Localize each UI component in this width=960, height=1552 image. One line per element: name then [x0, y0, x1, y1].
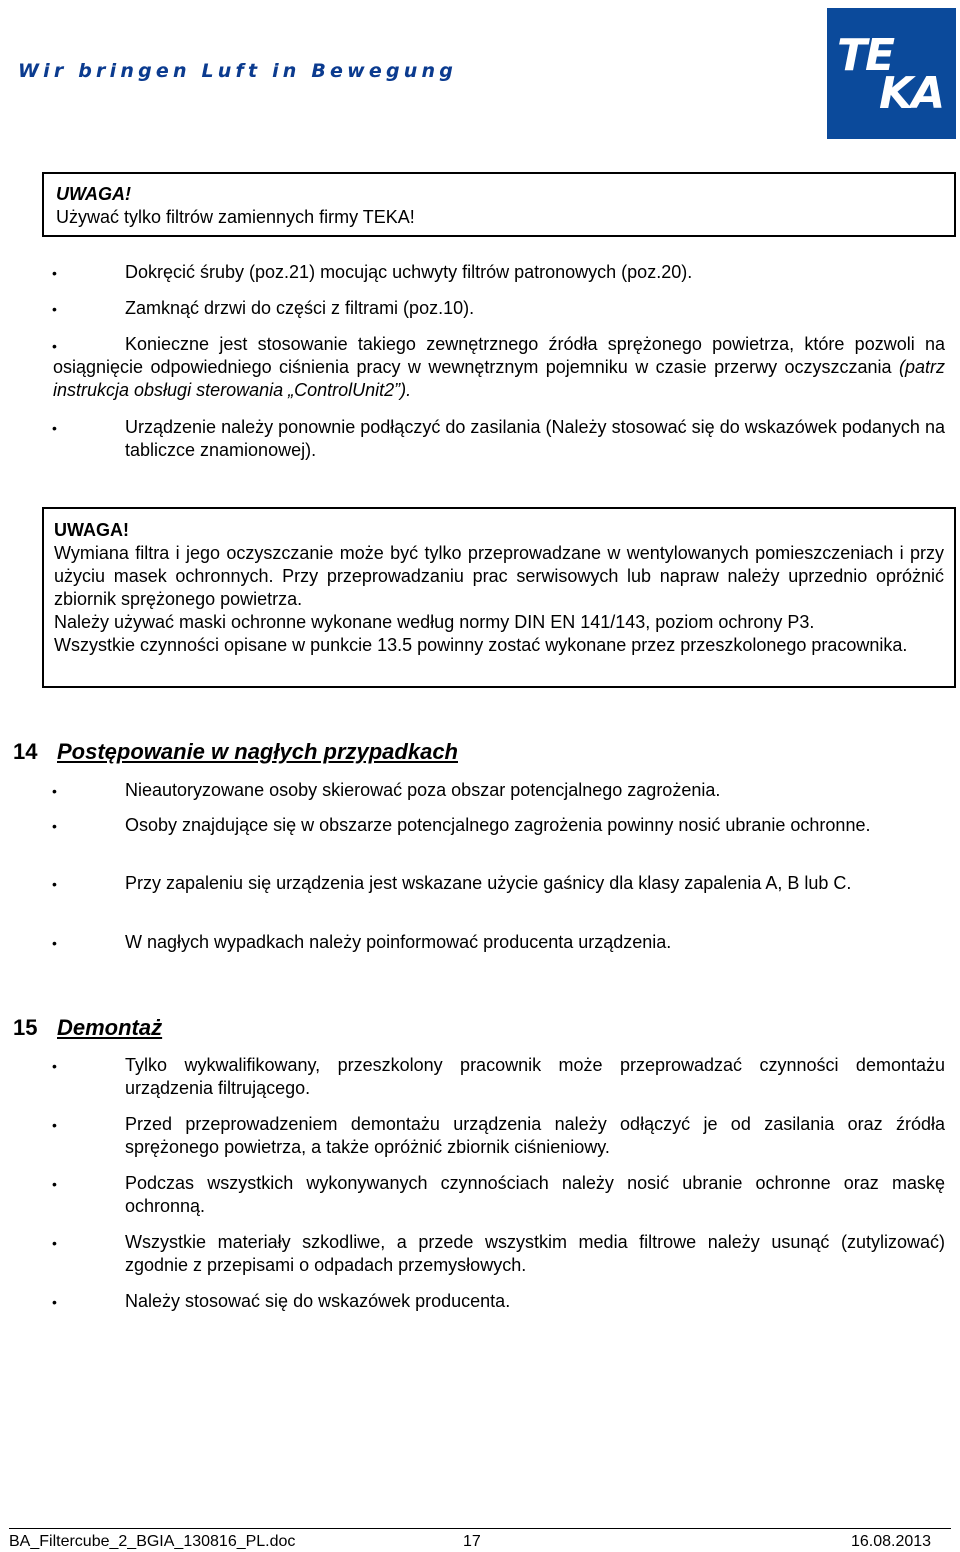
warning-box-maintenance — [42, 507, 956, 688]
bullet: • — [52, 935, 57, 951]
svg-text:TE: TE — [837, 30, 894, 81]
list-item: Wszystkie materiały szkodliwe, a przede wszystkim media filtrowe należy usunąć (zutylizować) zgodnie z przepisami o odpadach przemysłowych. — [125, 1232, 945, 1275]
warning-title: UWAGA! — [56, 184, 131, 204]
footer-filename: BA_Filtercube_2_BGIA_130816_PL.doc — [9, 1533, 296, 1550]
list-item: Dokręcić śruby (poz.21) mocując uchwyty filtrów patronowych (poz.20). — [125, 262, 693, 282]
section-title: Demontaż — [57, 1015, 163, 1040]
warning-text: Używać tylko filtrów zamiennych firmy TEKA! — [56, 207, 415, 227]
section-title: Postępowanie w nagłych przypadkach — [57, 739, 458, 764]
warning-paragraph: Należy używać maski ochronne wykonane według normy DIN EN 141/143, poziom ochrony P3. — [54, 612, 815, 632]
list-item: Należy stosować się do wskazówek producenta. — [125, 1291, 511, 1311]
bullet: • — [52, 783, 57, 799]
bullet: • — [52, 1117, 57, 1133]
warning-paragraph: Wszystkie czynności opisane w punkcie 13.5 powinny zostać wykonane przez przeszkolonego pracownika. — [54, 635, 908, 655]
bullet: • — [52, 876, 57, 892]
bullet: • — [52, 1176, 57, 1192]
bullet: • — [52, 1058, 57, 1074]
section-heading — [13, 739, 458, 765]
bullet: • — [52, 265, 57, 281]
list-item: Urządzenie należy ponownie podłączyć do zasilania (Należy stosować się do wskazówek podanych na tabliczce znamionowej). — [125, 417, 945, 460]
footer-date: 16.08.2013 — [851, 1533, 932, 1550]
footer-page-number: 17 — [463, 1533, 481, 1550]
bullet: • — [52, 1235, 57, 1251]
list-item: Podczas wszystkich wykonywanych czynnościach należy nosić ubranie ochronne oraz maskę ochronną. — [125, 1173, 945, 1216]
warning-title: UWAGA! — [54, 520, 129, 540]
list-item: W nagłych wypadkach należy poinformować producenta urządzenia. — [125, 932, 672, 952]
footer-divider — [9, 1528, 951, 1529]
warning-box-filters — [42, 172, 956, 237]
list-item-reference: (patrz instrukcja obsługi sterowania „ControlUnit2”). — [53, 357, 945, 400]
svg-text:KA: KA — [879, 68, 944, 119]
section-number: 15 — [13, 1015, 38, 1040]
list-item: Osoby znajdujące się w obszarze potencjalnego zagrożenia powinny nosić ubranie ochronne. — [125, 815, 871, 835]
bullet: • — [52, 1294, 57, 1310]
list-item — [53, 333, 945, 402]
slogan: Wir bringen Luft in Bewegung — [18, 60, 458, 82]
teka-logo — [827, 8, 956, 139]
list-item: Przy zapaleniu się urządzenia jest wskazane użycie gaśnicy dla klasy zapalenia A, B lub C. — [125, 873, 852, 893]
list-item: Przed przeprowadzeniem demontażu urządzenia należy odłączyć je od zasilania oraz źródła sprężonego powietrza, a także opróżnić zbiornik ciśnieniowy. — [125, 1114, 945, 1157]
bullet: • — [52, 338, 57, 354]
warning-paragraph: Wymiana filtra i jego oczyszczanie może być tylko przeprowadzane w wentylowanych pomieszczeniach i przy użyciu masek ochronnych. Przy przeprowadzaniu prac serwisowych lub napraw należy uprzednio opróżnić zbiornik sprężonego powietrza. — [54, 543, 944, 609]
bullet: • — [52, 818, 57, 834]
bullet: • — [52, 301, 57, 317]
list-item: Tylko wykwalifikowany, przeszkolony pracownik może przeprowadzać czynności demontażu urządzenia filtrującego. — [125, 1055, 945, 1098]
list-item-text: Konieczne jest stosowanie takiego zewnętrznego źródła sprężonego powietrza, które pozwoli na osiągnięcie odpowiedniego ciśnienia pracy w wewnętrznym pojemniku w czasie przerwy oczyszczania — [53, 334, 945, 377]
list-item: Zamknąć drzwi do części z filtrami (poz.10). — [125, 298, 475, 318]
section-number: 14 — [13, 739, 38, 764]
bullet: • — [52, 420, 57, 436]
section-heading — [13, 1015, 162, 1041]
list-item: Nieautoryzowane osoby skierować poza obszar potencjalnego zagrożenia. — [125, 780, 721, 800]
